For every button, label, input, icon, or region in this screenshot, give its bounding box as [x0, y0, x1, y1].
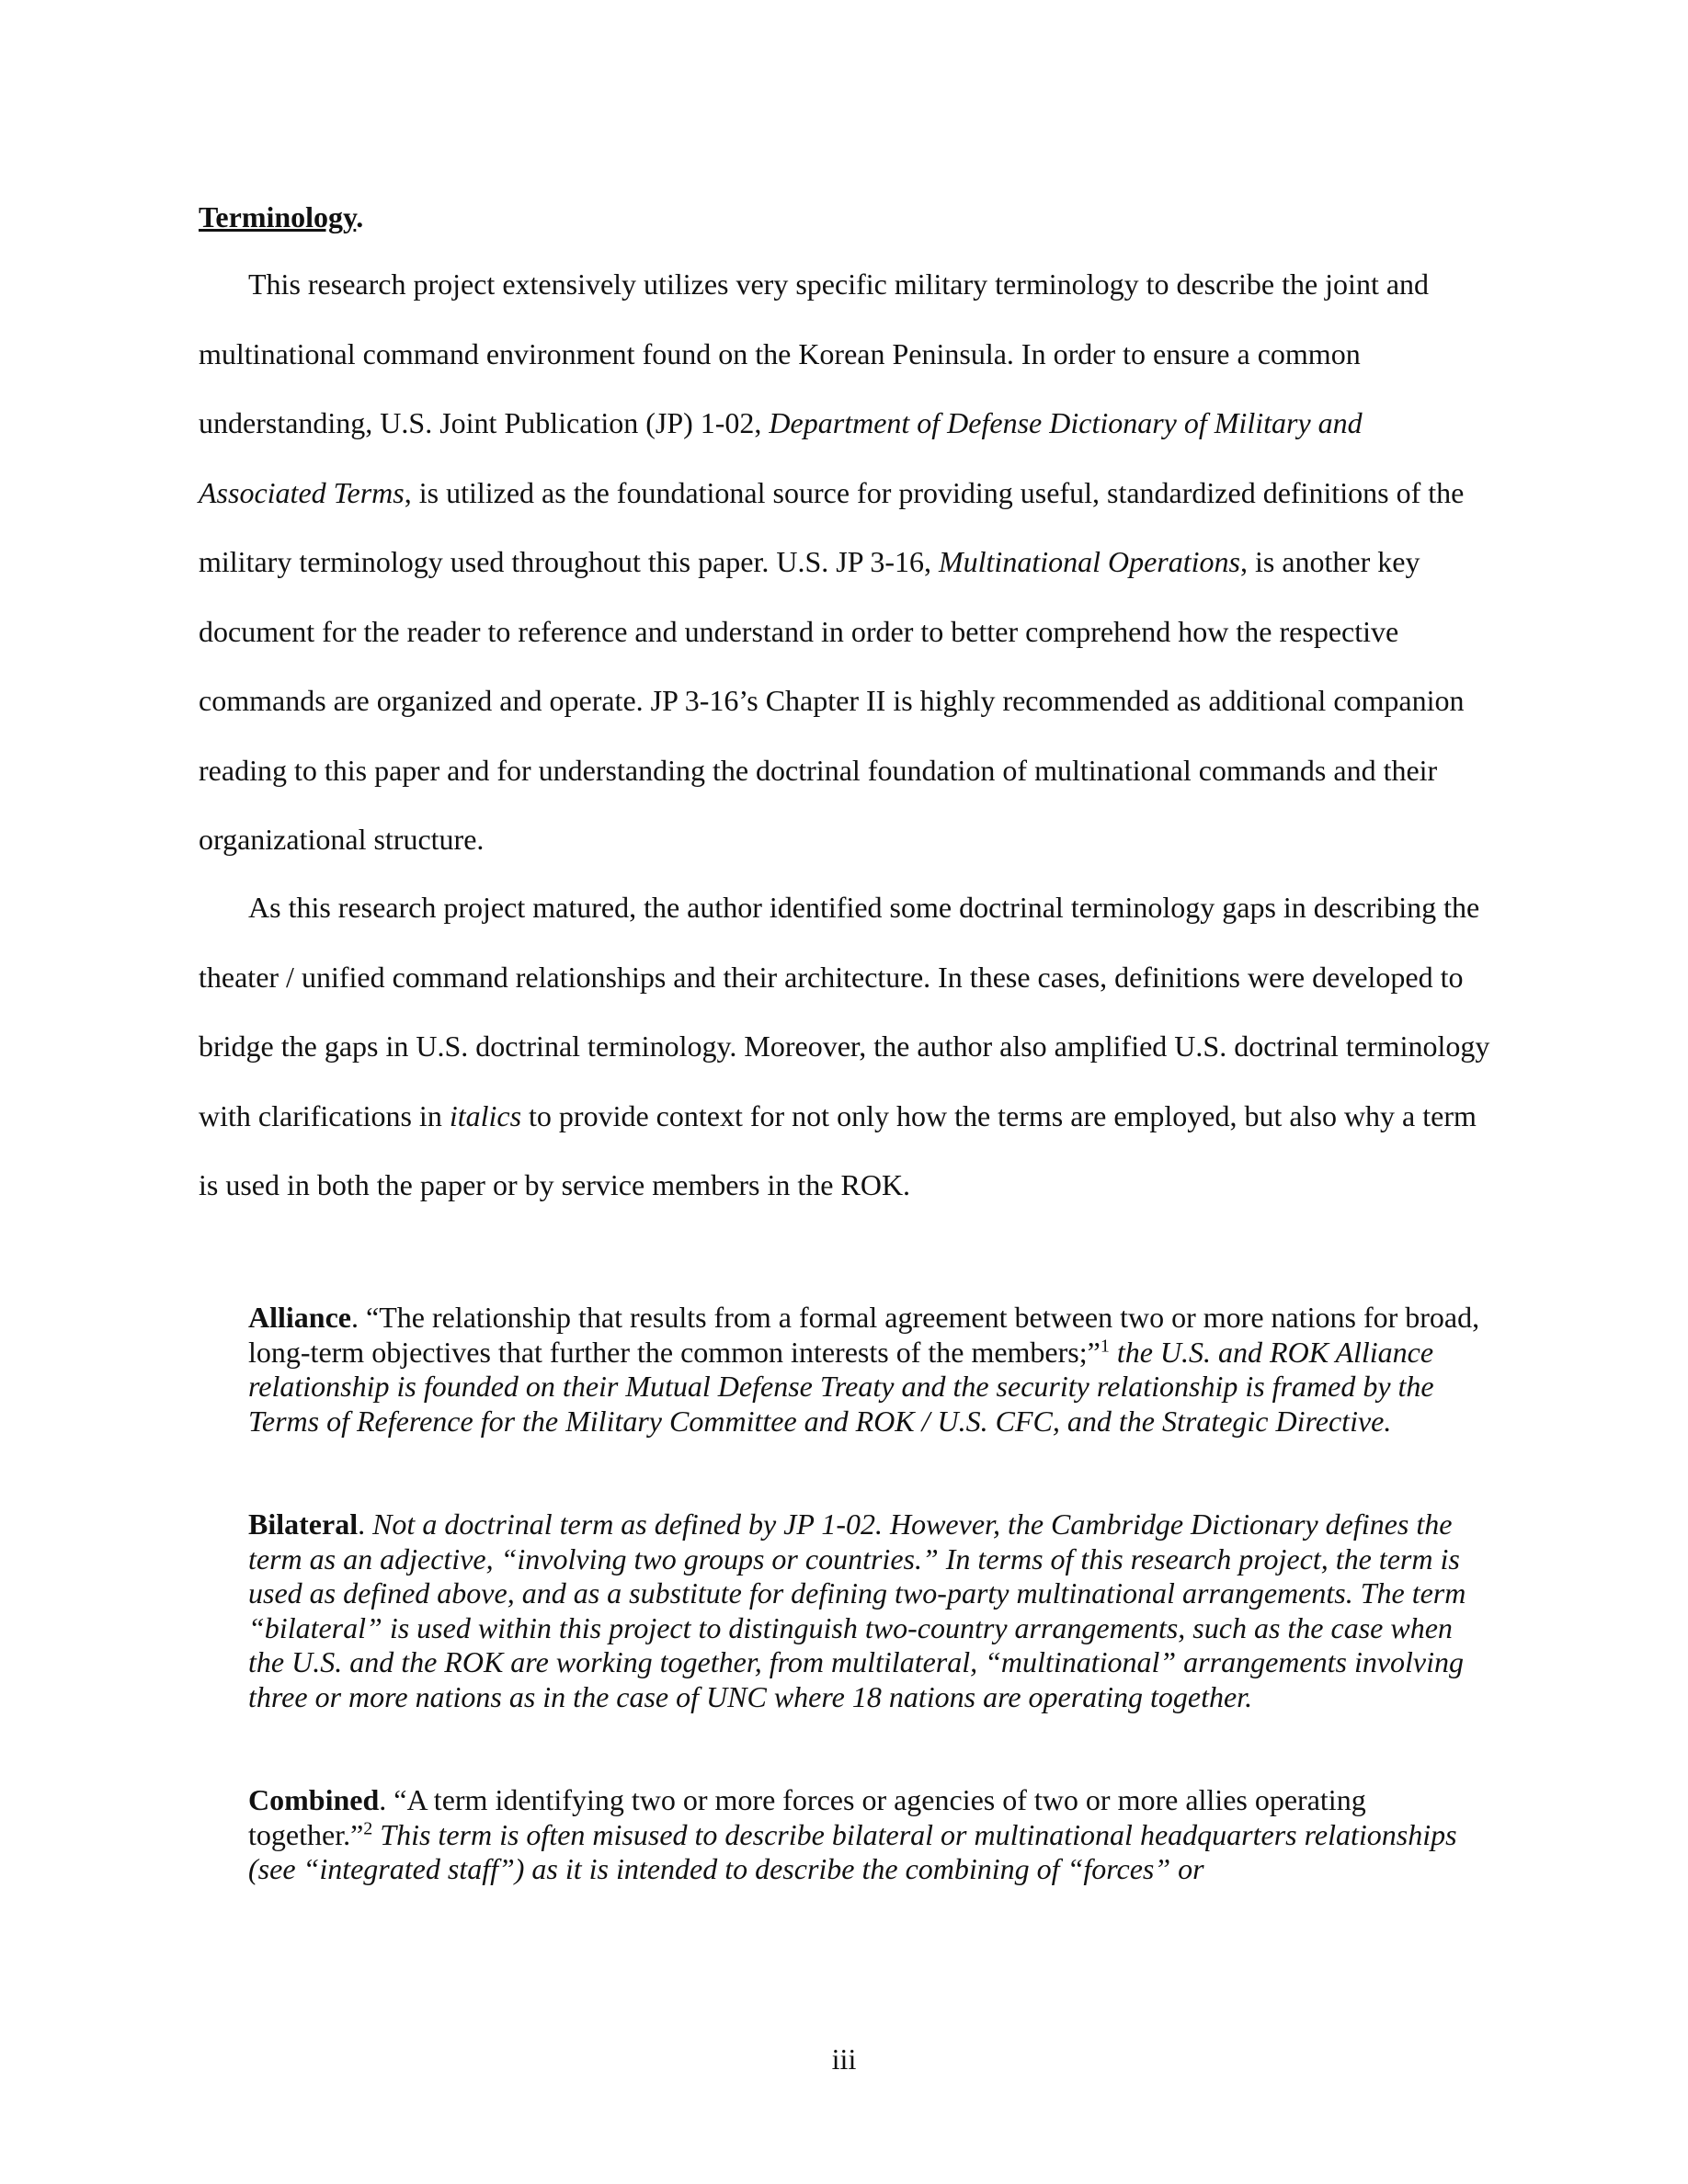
paragraph-intro-italic-1: Department of Defense Dictionary of Military and Associated Terms: [199, 406, 1363, 509]
footnote-marker: 1: [1100, 1335, 1110, 1356]
paragraph-intro-italic-2: Multinational Operations: [938, 545, 1240, 578]
definition-term: Bilateral: [248, 1507, 359, 1541]
paragraph-intro-text-1: This research project extensively utilizes very specific military terminology to describe the joint and multinational command environment found on the Korean Peninsula. In order to ensure a common understanding, U.S. Joint Publication (JP) 1-02,: [199, 267, 1430, 439]
paragraph-gaps-text-1: As this research project matured, the author identified some doctrinal terminology gaps in describing the theater / unified command relationships and their architecture. In these cases, definitions were developed to bridge the gaps in U.S. doctrinal terminology. Moreover, the author also amplified U.S. doctrinal terminology with clarifications in: [199, 891, 1490, 1132]
paragraph-intro: [199, 250, 1495, 875]
definition-alliance: [248, 1301, 1495, 1439]
definition-text: .: [358, 1507, 373, 1541]
paragraph-intro-text-2: , is utilized as the foundational source for providing useful, standardized definitions of the military terminology used throughout this paper. U.S. JP 3-16,: [199, 475, 1465, 578]
definition-text: . “A term identifying two or more forces or agencies of two or more allies operating together.”: [248, 1783, 1366, 1851]
definition-term: Combined: [248, 1783, 380, 1816]
page-number: iii: [831, 2042, 857, 2076]
definition-bilateral: [248, 1507, 1495, 1714]
definitions-list: [248, 1301, 1495, 1956]
paragraph-gaps: [199, 873, 1495, 1221]
definition-term: Alliance: [248, 1301, 351, 1334]
paragraph-gaps-text-2: to provide context for not only how the terms are employed, but also why a term is used in both the paper or by service members in the ROK.: [199, 1098, 1477, 1201]
definition-text: . “The relationship that results from a formal agreement between two or more nations for broad, long-term objectives that further the common interests of the members;”: [248, 1301, 1480, 1369]
definition-combined: [248, 1783, 1495, 1887]
footnote-marker: 2: [363, 1817, 373, 1838]
definition-clarification: Not a doctrinal term as defined by JP 1-02. However, the Cambridge Dictionary defines the term as an adjective, “involving two groups or countries.” In terms of this research project, the term is used as defined above, and as a substitute for defining two-party multinational arrangements. The term “bilateral” is used within this project to distinguish two-country arrangements, such as the case when the U.S. and the ROK are working together, from multilateral, “multinational” arrangements involving three or more nations as in the case of UNC where 18 nations are operating together.: [248, 1507, 1466, 1713]
definition-clarification: the U.S. and ROK Alliance relationship is founded on their Mutual Defense Treaty and the security relationship is framed by the Terms of Reference for the Military Committee and ROK / U.S. CFC, and the Strategic Directive.: [248, 1335, 1434, 1438]
definition-clarification: This term is often misused to describe bilateral or multinational headquarters relationships (see “integrated staff”) as it is intended to describe the combining of “forces” or: [248, 1817, 1457, 1885]
paragraph-gaps-italic-1: italics: [449, 1098, 522, 1132]
section-heading-label: Terminology: [199, 200, 357, 233]
section-heading-period: .: [356, 200, 364, 233]
section-heading: [199, 199, 363, 235]
paragraph-intro-text-3: , is another key document for the reader to reference and understand in order to better comprehend how the respective commands are organized and operate. JP 3-16’s Chapter II is highly recommended as additional companion reading to this paper and for understanding the doctrinal foundation of multinational commands and their organizational structure.: [199, 545, 1465, 856]
